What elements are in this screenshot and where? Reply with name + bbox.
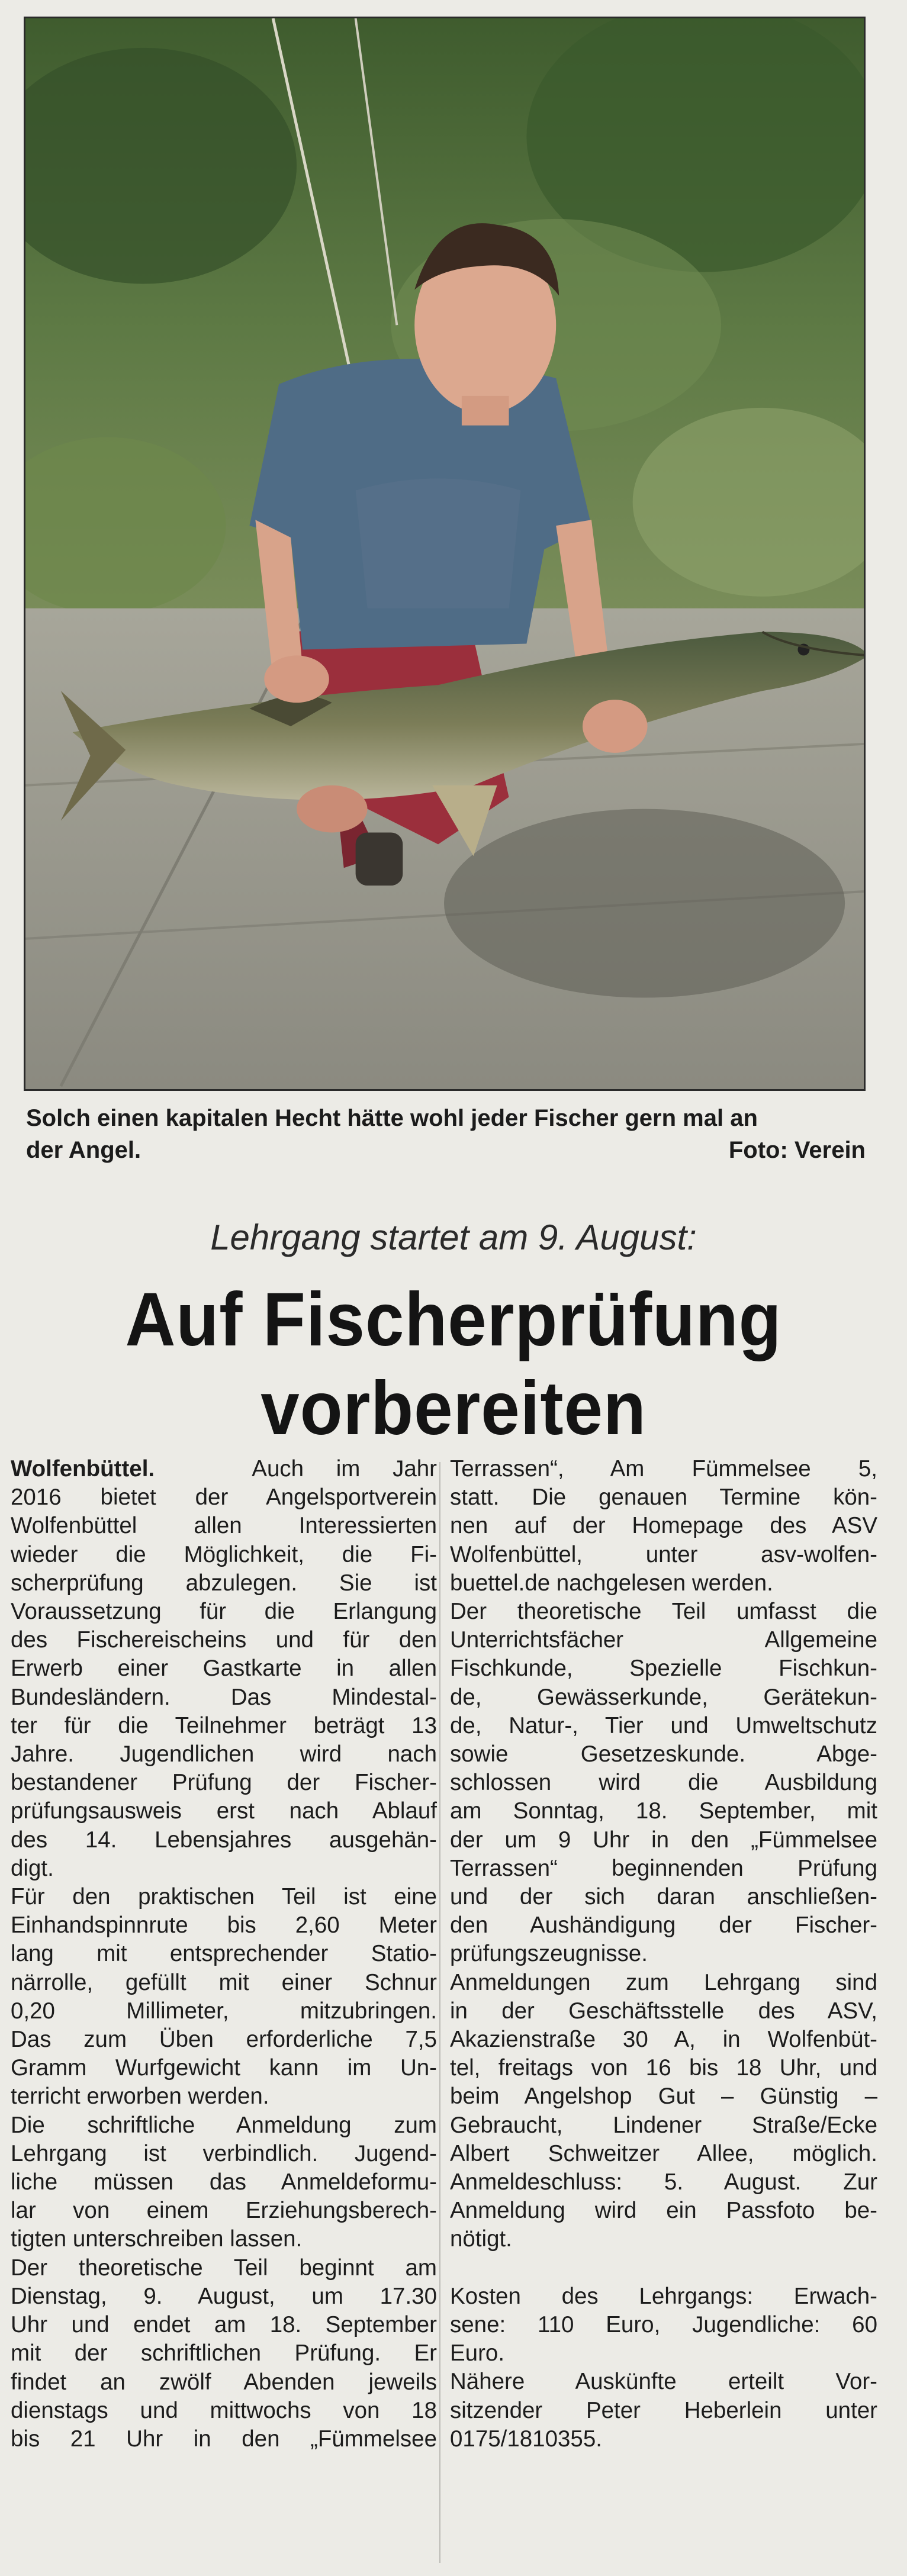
photo-caption — [26, 1102, 866, 1166]
photo-illustration — [25, 18, 864, 1089]
article-line: Nähere Auskünfte erteilt Vor- — [450, 2369, 877, 2395]
article-line: scherprüfung abzulegen. Sie ist — [11, 1570, 437, 1596]
article-line: Jahre. Jugendlichen wird nach — [11, 1741, 437, 1767]
article-line: findet an zwölf Abenden jeweils — [11, 2369, 437, 2395]
article-column-right — [450, 1455, 877, 2453]
pike-catch-photo — [24, 17, 866, 1091]
article-line: Terrassen“, Am Fümmelsee 5, — [450, 1456, 877, 1482]
article-line: 0175/1810355. — [450, 2426, 602, 2452]
article-line: der um 9 Uhr in den „Fümmelsee — [450, 1827, 877, 1853]
article-line: lang mit entsprechender Statio- — [11, 1941, 437, 1967]
article-line: bestandener Prüfung der Fischer- — [11, 1770, 437, 1796]
article-line: Einhandspinnrute bis 2,60 Meter — [11, 1912, 437, 1939]
article-line: Wolfenbüttel allen Interessierten — [11, 1513, 437, 1539]
article-line: nen auf der Homepage des ASV — [450, 1513, 877, 1539]
article-line: des Fischereischeins und für den — [11, 1627, 437, 1653]
article-line: Lehrgang ist verbindlich. Jugend- — [11, 2140, 437, 2166]
article-line: Wolfenbüttel. Auch im Jahr — [11, 1456, 438, 1482]
article-line: lar von einem Erziehungsberech- — [11, 2198, 437, 2224]
article-line: Bundesländern. Das Mindestal- — [11, 1684, 437, 1710]
article-line: digt. — [11, 1855, 54, 1881]
article-line: Anmeldungen zum Lehrgang sind — [450, 1969, 877, 1995]
caption-line: Solch einen kapitalen Hecht hätte wohl jeder Fischer gern mal an — [26, 1105, 758, 1131]
article-line: Das zum Üben erforderliche 7,5 — [11, 2027, 437, 2053]
article-line: des 14. Lebensjahres ausgehän- — [11, 1827, 437, 1853]
article-line: Voraussetzung für die Erlangung — [11, 1599, 437, 1625]
article-line: nötigt. — [450, 2226, 512, 2252]
article-line: prüfungsausweis erst nach Ablauf — [11, 1798, 437, 1824]
article-line: Anmeldung wird ein Passfoto be- — [450, 2198, 877, 2224]
article-line: wieder die Möglichkeit, die Fi- — [11, 1541, 437, 1567]
article-line: schlossen wird die Ausbildung — [450, 1770, 877, 1796]
article-line: Erwerb einer Gastkarte in allen — [11, 1656, 437, 1682]
article-line: Gebraucht, Lindener Straße/Ecke — [450, 2112, 877, 2138]
article-line: närrolle, gefüllt mit einer Schnur — [11, 1969, 437, 1995]
article-line: dienstags und mittwochs von 18 — [11, 2397, 437, 2423]
article-line: Für den praktischen Teil ist eine — [11, 1884, 437, 1910]
article-line: sene: 110 Euro, Jugendliche: 60 — [450, 2311, 877, 2337]
article-line: in der Geschäftsstelle des ASV, — [450, 1998, 877, 2024]
article-line: beim Angelshop Gut – Günstig – — [450, 2084, 877, 2110]
article-line: ter für die Teilnehmer beträgt 13 — [11, 1712, 437, 1738]
article-line: Dienstag, 9. August, um 17.30 — [11, 2283, 437, 2309]
article-line: Anmeldeschluss: 5. August. Zur — [450, 2169, 877, 2195]
article-line: 0,20 Millimeter, mitzubringen. — [11, 1998, 437, 2024]
article-line: Der theoretische Teil beginnt am — [11, 2255, 437, 2281]
caption-line: der Angel. — [26, 1137, 141, 1163]
article-line: prüfungszeugnisse. — [450, 1941, 648, 1967]
article-line: buettel.de nachgelesen werden. — [450, 1570, 773, 1596]
article-line: mit der schriftlichen Prüfung. Er — [11, 2340, 437, 2366]
article-line: statt. Die genauen Termine kön- — [450, 1485, 877, 1511]
article-line: Gramm Wurfgewicht kann im Un- — [11, 2055, 437, 2081]
article-line: Die schriftliche Anmeldung zum — [11, 2112, 437, 2138]
article-line: liche müssen das Anmeldeformu- — [11, 2169, 437, 2195]
article-line: Der theoretische Teil umfasst die — [450, 1599, 877, 1625]
article-column-left — [11, 1455, 437, 2453]
article-line: de, Gewässerkunde, Gerätekun- — [450, 1684, 877, 1710]
paragraph-gap — [450, 2254, 877, 2282]
article-line: am Sonntag, 18. September, mit — [450, 1798, 877, 1824]
article-line: tel, freitags von 16 bis 18 Uhr, und — [450, 2055, 877, 2081]
article-line: Uhr und endet am 18. September — [11, 2312, 437, 2338]
article-line: Albert Schweitzer Allee, möglich. — [450, 2140, 877, 2166]
article-line: Kosten des Lehrgangs: Erwach- — [450, 2283, 877, 2309]
headline-title: Auf Fischerprüfung — [125, 1277, 782, 1362]
article-line: Unterrichtsfächer Allgemeine — [450, 1627, 877, 1653]
column-divider — [439, 1462, 440, 2563]
article-line: Akazienstraße 30 A, in Wolfenbüt- — [450, 2027, 877, 2053]
headline-kicker: Lehrgang startet am 9. August: — [210, 1218, 697, 1257]
article-line: de, Natur-, Tier und Umweltschutz — [450, 1712, 877, 1738]
article-dateline: Wolfenbüttel. — [11, 1456, 155, 1482]
article-line: sitzender Peter Heberlein unter — [450, 2397, 877, 2423]
article-line: und der sich daran anschließen- — [450, 1884, 877, 1910]
article-line: den Aushändigung der Fischer- — [450, 1912, 877, 1939]
article-line: Euro. — [450, 2340, 505, 2366]
article-line: sowie Gesetzeskunde. Abge- — [450, 1741, 877, 1767]
article-line: terricht erworben werden. — [11, 2084, 269, 2110]
article-line: Fischkunde, Spezielle Fischkun- — [450, 1656, 877, 1682]
article-line: 2016 bietet der Angelsportverein — [11, 1485, 437, 1511]
article-line: bis 21 Uhr in den „Fümmelsee — [11, 2426, 437, 2452]
headline-title-continued: vorbereiten — [260, 1366, 647, 1451]
article-line: tigten unterschreiben lassen. — [11, 2226, 303, 2252]
article-line: Terrassen“ beginnenden Prüfung — [450, 1855, 877, 1881]
article-line: Wolfenbüttel, unter asv-wolfen- — [450, 1541, 877, 1567]
photo-credit: Foto: Verein — [728, 1137, 866, 1163]
